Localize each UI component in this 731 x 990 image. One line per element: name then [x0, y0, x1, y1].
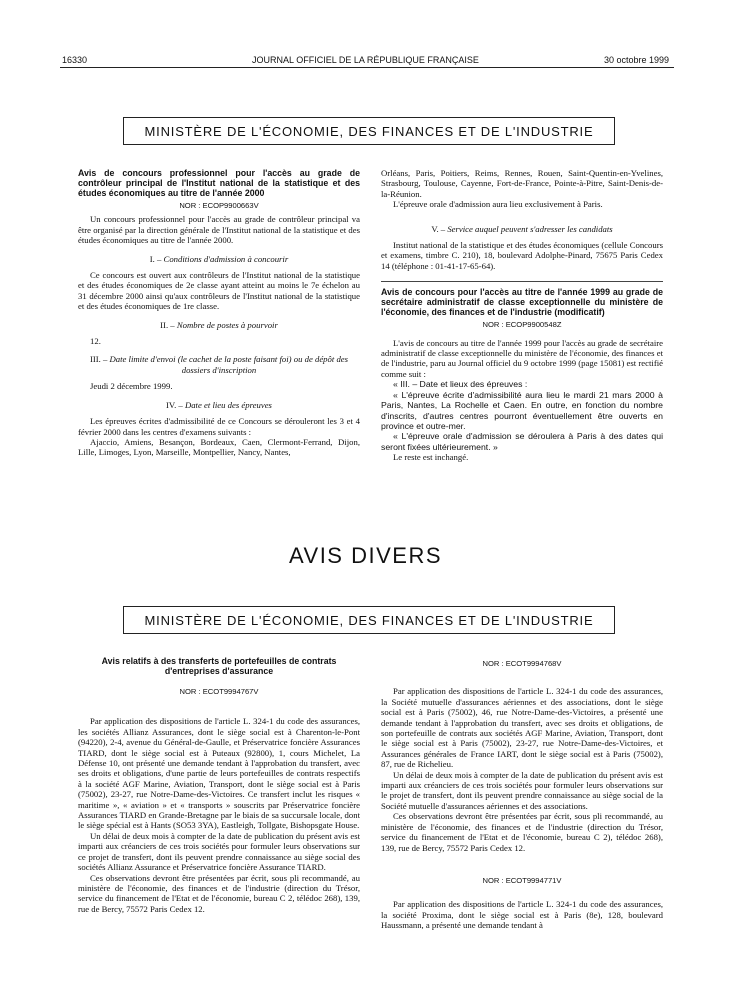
- header-rule: [60, 67, 674, 68]
- nor-reference: NOR : ECOT9994767V: [179, 687, 259, 696]
- ministry-box: MINISTÈRE DE L'ÉCONOMIE, DES FINANCES ET DE L'INDUSTRIE: [123, 117, 615, 145]
- separator-rule: [381, 281, 663, 282]
- section1-left-column: [78, 168, 360, 458]
- paragraph: Les épreuves écrites d'admissibilité de ce Concours se dérouleront les 3 et 4 février 2000 dans les centres d'examens suivants :: [78, 416, 360, 437]
- section-heading: III. – Date limite d'envoi (le cachet de la poste faisant foi) ou de dépôt des dossiers d'inscription: [89, 354, 349, 375]
- notice-title: Avis de concours professionnel pour l'accès au grade de contrôleur principal de l'Institut national de la statistique et des études économiques au titre de l'année 2000: [78, 168, 360, 198]
- paragraph: Ces observations devront être présentées par écrit, sous pli recommandé, au ministère de l'économie, des finances et de l'industrie (direction du Trésor, service du financement de l'Etat et de l'économie, bureau C 2), télédoc 268), 139, rue de Bercy, 75572 Paris Cedex 12.: [381, 811, 663, 853]
- paragraph: Un délai de deux mois à compter de la date de publication du présent avis est imparti aux créanciers de ces trois sociétés pour formuler leurs observations sur ce projet de transfert, dont ils peuvent prendre connaissance au siège social des sociétés Allianz Assurance et Préservatrice foncière Assurance TIARD.: [78, 830, 360, 873]
- paragraph: « III. – Date et lieux des épreuves :: [393, 379, 528, 390]
- paragraph: Orléans, Paris, Poitiers, Reims, Rennes, Rouen, Saint-Quentin-en-Yvelines, Strasbourg, Toulouse, Cayenne, Fort-de-France, Pointe-à-Pitre, Saint-Denis-de-la-Réunion.: [381, 168, 663, 199]
- paragraph: Par application des dispositions de l'article L. 324-1 du code des assurances, la société Proxima, dont le siège social est à Paris (8e), 128, boulevard Haussmann, a présenté une demande tendant à: [381, 899, 663, 931]
- paragraph: 12.: [90, 336, 101, 347]
- nor-reference: NOR : ECOT9994768V: [482, 659, 562, 668]
- section-banner: AVIS DIVERS: [288, 543, 443, 568]
- ministry-box: MINISTÈRE DE L'ÉCONOMIE, DES FINANCES ET DE L'INDUSTRIE: [123, 606, 615, 634]
- paragraph: Institut national de la statistique et des études économiques (cellule Concours et examens, timbre C. 210), 18, boulevard Adolphe-Pinard, 75675 Paris Cedex 14 (téléphone : 01-41-17-65-64).: [381, 240, 663, 271]
- paragraph: L'avis de concours au titre de l'année 1999 pour l'accès au grade de secrétaire administratif de classe exceptionnelle du ministère de l'économie, des finances et de l'industrie, paru au Journal officiel du 9 octobre 1999 (page 15081) est rectifié comme suit :: [381, 337, 663, 379]
- paragraph: Ces observations devront être présentées par écrit, sous pli recommandé, au ministère de l'économie, des finances et de l'industrie (direction du Trésor, service du financement de l'Etat et de l'économie, bureau C 2, télédoc 268), 139, rue de Bercy, 75572 Paris Cedex 12.: [78, 872, 360, 914]
- paragraph: Un concours professionnel pour l'accès au grade de contrôleur principal va être organisé par la direction générale de l'Institut national de la statistique et des études économiques au titre de l'année 2000.: [78, 214, 360, 246]
- section-heading: IV. – Date et lieu des épreuves: [166, 399, 272, 410]
- section1-right-column: [381, 168, 663, 463]
- paragraph: « L'épreuve écrite d'admissibilité aura lieu le mardi 21 mars 2000 à Paris, Nantes, La Rochelle et Caen. En outre, en fonction du nombre d'inscrits, d'autres centres pourront éventuellement être ouverts en province et outre-mer.: [381, 389, 663, 431]
- paragraph: « L'épreuve orale d'admission se déroulera à Paris à des dates qui seront fixées ultérieurement. »: [381, 431, 663, 452]
- notice-title: Avis de concours pour l'accès au titre de l'année 1999 au grade de secrétaire administratif de classe exceptionnelle du ministère de l'économie, des finances et de l'industrie (modificatif): [381, 287, 663, 318]
- section-heading: V. – Service auquel peuvent s'adresser les candidats: [431, 223, 613, 234]
- page-number: 16330: [62, 55, 88, 65]
- nor-reference: NOR : ECOP9900548Z: [482, 320, 562, 330]
- paragraph: Par application des dispositions de l'article L. 324-1 du code des assurances, la Société mutuelle d'assurances aériennes et des associations, dont le siège social est à Paris (75002), 46, rue Notre-Dame-des-Victoires, a présenté une demande tendant à l'approbation du transfert, avec ses droits et obligations, de son portefeuille de contrats aux sociétés AGF Marine, Aviation, Transport, dont le siège social est à Paris (75002), 23-27, rue Notre-Dame-des-Victoires, et Assurances générales de France IART, dont le siège social est à Paris (75002), 87, rue de Richelieu.: [381, 686, 663, 770]
- paragraph: Jeudi 2 décembre 1999.: [90, 381, 173, 392]
- issue-date: 30 octobre 1999: [603, 55, 669, 65]
- paragraph: Par application des dispositions de l'article L. 324-1 du code des assurances, les sociétés Allianz Assurances, dont le siège social est à Charenton-le-Pont (94220), 2-4, avenue du Général-de-Gaulle, et Préservatrice foncière Assurances TIARD, dont le siège social est à Puteaux (92800), 1, cours Michelet, La Défense 10, ont présenté une demande tendant à l'approbation du transfert, avec ses droits et obligations, d'une partie de leurs portefeuilles de contrats respectifs à la société AGF Marine, Aviation, Transport, dont le siège social est à Paris (75002), 23-27, rue Notre-Dame-des-Victoires. Ce transfert inclut les risques « maritime », « aviation » et « transports » souscrits par Préservatrice foncière Assurances TIARD en Grande-Bretagne par le biais de sa succursale locale, dont le siège spécial est à Hants (SO53 3YA), Eastleigh, Tollgate, Bishopsgate House.: [78, 716, 360, 831]
- nor-reference: NOR : ECOT9994771V: [482, 875, 562, 885]
- section2-left-column: [78, 656, 360, 914]
- journal-title: JOURNAL OFFICIEL DE LA RÉPUBLIQUE FRANÇAISE: [252, 55, 479, 65]
- section-heading: II. – Nombre de postes à pourvoir: [160, 319, 278, 330]
- notice-title: Avis relatifs à des transferts de portefeuilles de contrats d'entreprises d'assurance: [101, 656, 337, 676]
- paragraph: Un délai de deux mois à compter de la date de publication du présent avis est imparti aux créanciers de ces trois sociétés pour formuler leurs observations sur le projet de transfert, dont ils peuvent prendre connaissance au siège social de la Société mutuelle d'assurances aériennes et des associations.: [381, 769, 663, 811]
- paragraph: Ajaccio, Amiens, Besançon, Bordeaux, Caen, Clermont-Ferrand, Dijon, Lille, Limoges, Lyon, Marseille, Montpellier, Nancy, Nantes,: [78, 436, 360, 458]
- section-heading: I. – Conditions d'admission à concourir: [149, 253, 289, 264]
- paragraph: Ce concours est ouvert aux contrôleurs de l'Institut national de la statistique et des études économiques de 2e classe ayant atteint au moins le 7e échelon au 31 décembre 2000 ainsi qu'aux contrôleurs de l'Institut national de la statistique et des études économiques de 1re classe.: [78, 270, 360, 312]
- paragraph: L'épreuve orale d'admission aura lieu exclusivement à Paris.: [393, 199, 603, 210]
- nor-reference: NOR : ECOP9900663V: [179, 201, 259, 210]
- section2-right-column: [381, 656, 663, 931]
- paragraph: Le reste est inchangé.: [393, 452, 469, 463]
